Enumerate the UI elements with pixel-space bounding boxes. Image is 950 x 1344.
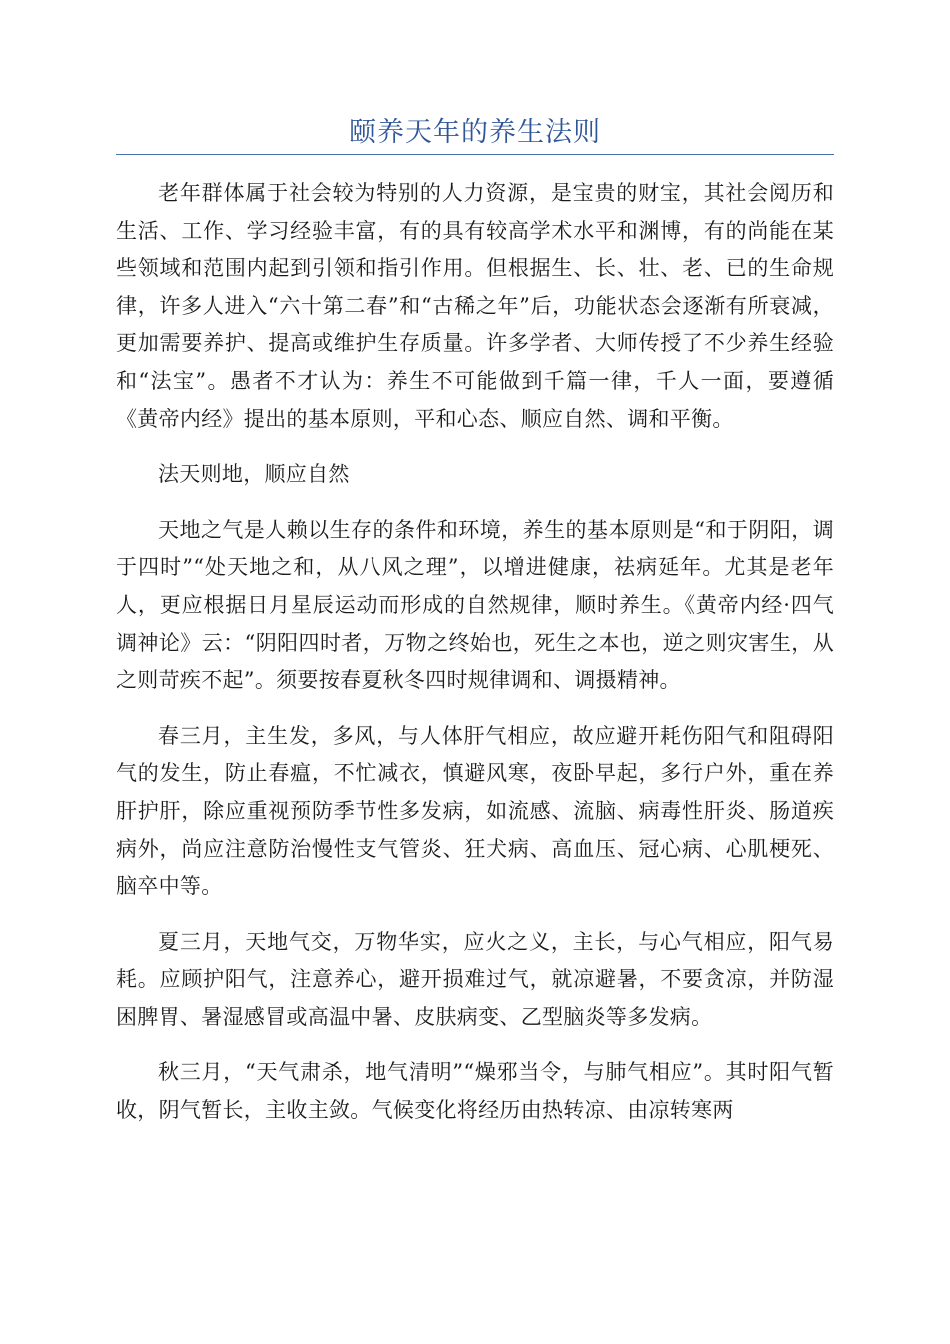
paragraph-nature: 天地之气是人赖以生存的条件和环境，养生的基本原则是“和于阴阳，调于四时”“处天地之和，从八风之理”，以增进健康，祛病延年。尤其是老年人，更应根据日月星辰运动而形成的自然规律，顺时养生。《黄帝内经·四气调神论》云：“阴阳四时者，万物之终始也，死生之本也，逆之则灾害生，从之则苛疾不起”。须要按春夏秋冬四时规律调和、调摄精神。 — [116, 517, 834, 693]
paragraph-autumn: 秋三月，“天气肃杀，地气清明”“燥邪当令，与肺气相应”。其时阳气暂收，阴气暂长，主收主敛。气候变化将经历由热转凉、由凉转寒两 — [116, 1060, 834, 1123]
paragraph-summer: 夏三月，天地气交，万物华实，应火之义，主长，与心气相应，阳气易耗。应顾护阳气，注意养心，避开损难过气，就凉避暑，不要贪凉，并防湿困脾胃、暑湿感冒或高温中暑、皮肤病变、乙型脑炎等多发病。 — [116, 929, 834, 1029]
paragraph-spring: 春三月，主生发，多风，与人体肝气相应，故应避开耗伤阳气和阻碍阳气的发生，防止春瘟，不忙减衣，慎避风寒，夜卧早起，多行户外，重在养肝护肝，除应重视预防季节性多发病，如流感、流脑、病毒性肝炎、肠道疾病外，尚应注意防治慢性支气管炎、狂犬病、高血压、冠心病、心肌梗死、脑卒中等。 — [116, 723, 834, 899]
title-underline — [116, 154, 834, 155]
section-heading: 法天则地，顺应自然 — [158, 462, 350, 487]
paragraph-intro: 老年群体属于社会较为特别的人力资源，是宝贵的财宝，其社会阅历和生活、工作、学习经验丰富，有的具有较高学术水平和渊博，有的尚能在某些领域和范围内起到引领和指引作用。但根据生、长、壮、老、已的生命规律，许多人进入“六十第二春”和“古稀之年”后，功能状态会逐渐有所衰减，更加需要养护、提高或维护生存质量。许多学者、大师传授了不少养生经验和“法宝”。愚者不才认为：养生不可能做到千篇一律，千人一面，要遵循《黄帝内经》提出的基本原则，平和心态、顺应自然、调和平衡。 — [116, 181, 834, 431]
document-body — [116, 175, 834, 1148]
document-title: 颐养天年的养生法则 — [349, 117, 601, 148]
